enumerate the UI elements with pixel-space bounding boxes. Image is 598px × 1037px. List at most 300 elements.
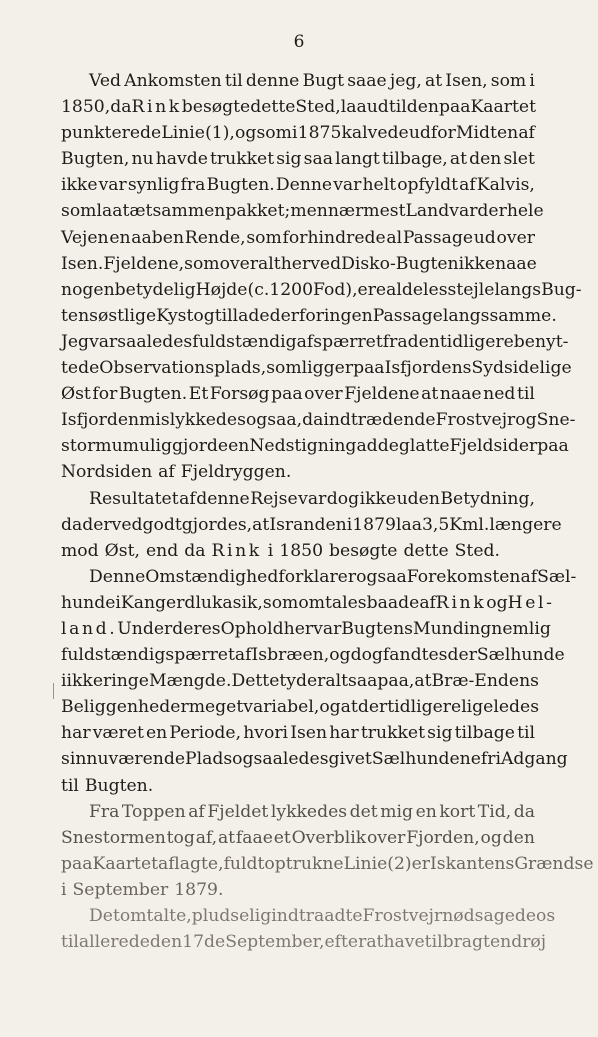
word: Øst, bbox=[104, 540, 140, 561]
word: Bugten. bbox=[118, 384, 188, 405]
text-line bbox=[61, 773, 535, 799]
word: besøgte bbox=[181, 97, 251, 118]
word: glatte bbox=[398, 436, 450, 457]
word: Linie bbox=[343, 853, 388, 874]
word: og bbox=[486, 592, 508, 613]
word: derfor bbox=[269, 305, 324, 326]
text-line bbox=[61, 225, 535, 251]
word: som bbox=[246, 227, 282, 248]
word: trukket bbox=[360, 723, 425, 744]
text-line bbox=[61, 903, 556, 929]
word: Fjeldet bbox=[207, 801, 269, 822]
word: i bbox=[61, 879, 67, 900]
word: Hel- bbox=[507, 592, 555, 613]
word: tilbage, bbox=[381, 149, 448, 170]
word: saaledes bbox=[253, 749, 329, 770]
word: 1200 bbox=[269, 279, 314, 300]
word: givet bbox=[328, 749, 372, 770]
word: betydelig bbox=[114, 279, 196, 300]
word: 1850, bbox=[61, 97, 111, 118]
word: omtales bbox=[298, 592, 367, 613]
word: Passage bbox=[372, 305, 443, 326]
text-line bbox=[61, 564, 577, 590]
word: Isen, bbox=[445, 71, 488, 91]
word: der bbox=[357, 697, 388, 718]
word: ved bbox=[310, 253, 342, 274]
word: Munding bbox=[412, 618, 492, 639]
word: var bbox=[89, 331, 118, 352]
word: den bbox=[406, 97, 439, 118]
word: Fjeldene bbox=[344, 384, 420, 405]
word: af bbox=[188, 801, 205, 822]
word: paa, bbox=[377, 671, 415, 692]
word: da bbox=[110, 97, 132, 118]
word: Tid, bbox=[477, 801, 512, 822]
word: laa bbox=[340, 97, 367, 118]
word: af bbox=[158, 462, 175, 483]
word: ad bbox=[356, 436, 378, 457]
word: Kangerdlukasik, bbox=[120, 592, 263, 613]
word: Isranden bbox=[269, 514, 347, 535]
word: Under bbox=[117, 618, 173, 639]
word: fuldstændig bbox=[192, 331, 297, 352]
word: indtraadte bbox=[271, 906, 363, 926]
text-line bbox=[61, 251, 535, 277]
text-line bbox=[61, 720, 535, 746]
word: og bbox=[515, 410, 537, 431]
word: Isbræen, bbox=[251, 645, 330, 666]
word: som bbox=[184, 253, 220, 274]
word: (1), bbox=[205, 123, 235, 144]
word: paa bbox=[537, 436, 569, 457]
word: været bbox=[92, 723, 144, 744]
word: dette bbox=[403, 540, 449, 561]
word: sin bbox=[61, 749, 87, 770]
word: godtgjordes, bbox=[142, 514, 253, 535]
word: samme. bbox=[489, 305, 557, 326]
word: Sne- bbox=[536, 410, 576, 431]
word: ligeledes bbox=[461, 697, 540, 718]
word: al bbox=[386, 227, 403, 248]
word: Kyst bbox=[156, 305, 194, 326]
text-line bbox=[61, 486, 535, 512]
word: Isen bbox=[290, 723, 328, 744]
word: Rende, bbox=[184, 227, 246, 248]
word: drøj bbox=[511, 932, 547, 953]
word: Fod), bbox=[313, 279, 358, 300]
word: faae bbox=[235, 827, 273, 848]
word: denne bbox=[196, 488, 250, 509]
word: forhindrede bbox=[282, 227, 386, 248]
word: en bbox=[415, 801, 437, 822]
word: tidligere bbox=[439, 331, 514, 352]
word: der bbox=[447, 645, 477, 666]
word: kort bbox=[439, 801, 476, 822]
text-line bbox=[61, 433, 569, 459]
word: og bbox=[235, 123, 257, 144]
word: besøgte bbox=[329, 540, 398, 561]
word: i bbox=[61, 671, 67, 692]
word: fuldstændig bbox=[61, 645, 166, 666]
word: Adgang bbox=[500, 749, 568, 770]
word: som bbox=[266, 358, 302, 379]
word: altsaa bbox=[325, 671, 378, 692]
word: Overblik bbox=[291, 827, 367, 848]
word: derved bbox=[82, 514, 143, 535]
word: nærmest bbox=[327, 201, 406, 222]
word: Bugten, bbox=[61, 149, 130, 170]
word: Vejen bbox=[61, 227, 109, 248]
word: til bbox=[388, 97, 407, 118]
word: langs bbox=[494, 279, 542, 300]
word: ikke bbox=[359, 488, 397, 509]
word: Dette bbox=[231, 671, 280, 692]
text-line bbox=[61, 929, 547, 955]
word: (2) bbox=[387, 853, 412, 874]
word: ned bbox=[483, 384, 516, 405]
word: over bbox=[304, 384, 343, 405]
word: Fjorden, bbox=[406, 827, 480, 848]
text-line bbox=[61, 616, 551, 642]
word: af bbox=[234, 645, 252, 666]
word: aflagte, bbox=[158, 853, 224, 874]
word: Ophold bbox=[220, 618, 284, 639]
word: omtalte, bbox=[119, 906, 192, 926]
word: tæt bbox=[122, 201, 153, 222]
word: 1879 bbox=[352, 514, 396, 535]
word: fandtes bbox=[382, 645, 448, 666]
word: saa bbox=[303, 149, 333, 170]
word: end bbox=[145, 540, 179, 561]
word: Rejse bbox=[250, 488, 298, 509]
word: tillade bbox=[214, 305, 270, 326]
word: Kml. bbox=[449, 514, 490, 535]
word: til bbox=[61, 932, 79, 953]
word: Rink bbox=[211, 540, 262, 561]
word: at bbox=[424, 71, 443, 91]
word: i bbox=[292, 123, 298, 144]
word: mig bbox=[380, 801, 414, 822]
word: Isfjorden bbox=[61, 410, 140, 431]
word: ikke bbox=[458, 253, 496, 274]
word: for bbox=[92, 384, 118, 405]
word: paa bbox=[353, 358, 385, 379]
word: tilbragt bbox=[424, 932, 490, 953]
body-text bbox=[61, 68, 594, 955]
word: paa bbox=[271, 384, 303, 405]
text-line bbox=[61, 68, 535, 94]
word: af bbox=[419, 592, 436, 613]
word: efter bbox=[324, 932, 367, 953]
word: 1879. bbox=[174, 879, 224, 900]
text-line bbox=[61, 825, 535, 851]
word: 17de bbox=[182, 932, 226, 953]
word: Denne bbox=[275, 175, 333, 196]
word: pludselig bbox=[191, 906, 272, 926]
word: ikke bbox=[66, 671, 103, 692]
word: var bbox=[449, 201, 478, 222]
word: nogen bbox=[61, 279, 115, 300]
text-line bbox=[61, 198, 544, 224]
word: har bbox=[329, 723, 359, 744]
word: Ankomsten bbox=[124, 71, 222, 91]
word: ogsaa, bbox=[245, 410, 303, 431]
word: Linie bbox=[161, 123, 205, 144]
text-line bbox=[61, 329, 569, 355]
word: Toppen bbox=[121, 801, 186, 822]
word: og bbox=[329, 645, 351, 666]
word: Bugt bbox=[302, 71, 345, 91]
word: Periode, bbox=[169, 723, 242, 744]
word: Fra bbox=[89, 801, 120, 822]
text-line bbox=[61, 746, 568, 772]
word: og bbox=[193, 305, 215, 326]
word: Bræ-Endens bbox=[431, 671, 539, 692]
word: ud bbox=[366, 97, 389, 118]
word: dette bbox=[250, 97, 296, 118]
word: ingen bbox=[323, 305, 373, 326]
word: lige bbox=[539, 358, 572, 379]
word: Plads bbox=[185, 749, 233, 770]
word: hele bbox=[506, 201, 544, 222]
word: Isen. bbox=[61, 253, 104, 274]
word: da bbox=[302, 410, 324, 431]
word: laa bbox=[395, 514, 422, 535]
word: ud bbox=[473, 227, 496, 248]
word: en bbox=[489, 932, 512, 953]
word: Jeg bbox=[61, 331, 90, 352]
word: nødsagede bbox=[442, 906, 537, 926]
word: de bbox=[377, 436, 399, 457]
word: Midten bbox=[455, 123, 519, 144]
word: Sydside bbox=[471, 358, 540, 379]
word: punkterede bbox=[61, 123, 162, 144]
word: saae bbox=[347, 71, 387, 91]
word: til bbox=[517, 723, 535, 744]
word: den bbox=[469, 149, 502, 170]
word: denne bbox=[245, 71, 300, 91]
word: ogsaa bbox=[356, 566, 407, 587]
word: Nedstigning bbox=[249, 436, 357, 457]
word: Nordsiden bbox=[61, 462, 153, 483]
word: at bbox=[252, 514, 270, 535]
word: nuværende bbox=[86, 749, 186, 770]
word: Bugtens bbox=[341, 618, 413, 639]
word: at bbox=[340, 697, 358, 718]
word: et bbox=[273, 827, 291, 848]
word: trukket bbox=[210, 149, 275, 170]
word: dog bbox=[326, 488, 360, 509]
word: og bbox=[480, 827, 502, 848]
word: kalvede bbox=[341, 123, 409, 144]
text-line bbox=[61, 381, 535, 407]
word: indtrædende bbox=[323, 410, 436, 431]
word: her bbox=[283, 618, 314, 639]
word: Fjeldsider bbox=[449, 436, 538, 457]
word: tilbage bbox=[454, 723, 515, 744]
word: Ved bbox=[89, 71, 122, 91]
word: nemlig bbox=[491, 618, 551, 639]
word: naae bbox=[495, 253, 537, 274]
word: sig bbox=[276, 149, 302, 170]
word: som bbox=[262, 592, 299, 613]
word: tog bbox=[166, 827, 195, 848]
word: østlige bbox=[97, 305, 157, 326]
word: Isfjordens bbox=[384, 358, 472, 379]
word: Passage bbox=[402, 227, 473, 248]
word: Sæl- bbox=[537, 566, 577, 587]
word: af bbox=[520, 566, 538, 587]
word: langs bbox=[442, 305, 490, 326]
text-line bbox=[61, 538, 535, 564]
word: sammenpakket; bbox=[152, 201, 291, 222]
word: en bbox=[109, 227, 131, 248]
text-line bbox=[61, 877, 535, 903]
word: saaledes bbox=[117, 331, 193, 352]
word: har bbox=[61, 723, 91, 744]
word: synlig bbox=[127, 175, 180, 196]
text-line bbox=[61, 590, 555, 616]
word: Denne bbox=[89, 566, 146, 587]
word: laa bbox=[96, 201, 123, 222]
word: af, bbox=[195, 827, 218, 848]
word: Disko-Bugten bbox=[341, 253, 459, 274]
word: af bbox=[459, 175, 476, 196]
word: spærret bbox=[165, 645, 235, 666]
word: Frostvejr bbox=[435, 410, 516, 431]
word: Beliggenhed bbox=[61, 697, 171, 718]
word: Øst bbox=[61, 384, 91, 405]
word: Et bbox=[188, 384, 209, 405]
word: den bbox=[149, 932, 183, 953]
word: slet bbox=[503, 149, 535, 170]
word: Omstændighed bbox=[145, 566, 279, 587]
word: uden bbox=[396, 488, 440, 509]
word: baade bbox=[366, 592, 420, 613]
word: Kaartet bbox=[92, 853, 159, 874]
word: til bbox=[61, 775, 79, 796]
word: var bbox=[98, 175, 127, 196]
word: aldeles bbox=[386, 279, 448, 300]
word: der bbox=[477, 201, 507, 222]
word: var bbox=[298, 488, 327, 509]
word: Bugten. bbox=[84, 775, 154, 796]
word: her bbox=[280, 253, 311, 274]
word: nu bbox=[131, 149, 154, 170]
word: Fjeldryggen. bbox=[180, 462, 292, 483]
word: umuliggjorde bbox=[111, 436, 229, 457]
word: storm bbox=[61, 436, 112, 457]
word: og bbox=[232, 749, 254, 770]
word: Bug- bbox=[541, 279, 582, 300]
word: at bbox=[449, 149, 467, 170]
word: af bbox=[518, 123, 535, 144]
word: da bbox=[513, 801, 535, 822]
word: Højde bbox=[195, 279, 248, 300]
word: i bbox=[115, 592, 121, 613]
margin-mark bbox=[53, 683, 54, 699]
text-line bbox=[61, 407, 576, 433]
word: ringe bbox=[103, 671, 149, 692]
word: September bbox=[72, 879, 169, 900]
word: til bbox=[224, 71, 243, 91]
word: den bbox=[407, 331, 440, 352]
page-number: 6 bbox=[293, 32, 305, 52]
word: optrukne bbox=[264, 853, 344, 874]
word: fri bbox=[480, 749, 501, 770]
word: Forsøg bbox=[209, 384, 270, 405]
word: den bbox=[502, 827, 535, 848]
text-line bbox=[61, 277, 582, 303]
word: 3,5 bbox=[421, 514, 450, 535]
word: fuldt bbox=[223, 853, 265, 874]
word: i bbox=[346, 514, 353, 535]
text-line bbox=[61, 851, 594, 877]
word: Sælhundene bbox=[371, 749, 481, 770]
word: ere bbox=[357, 279, 387, 300]
word: at bbox=[414, 671, 432, 692]
word: er bbox=[170, 697, 189, 718]
word: af bbox=[179, 488, 196, 509]
word: mislykkedes bbox=[139, 410, 246, 431]
word: det bbox=[349, 801, 378, 822]
text-line bbox=[61, 642, 565, 668]
word: naae bbox=[439, 384, 482, 405]
word: i bbox=[267, 540, 274, 561]
word: have bbox=[383, 932, 425, 953]
word: ligger bbox=[301, 358, 354, 379]
text-line bbox=[61, 146, 535, 172]
word: Mængde. bbox=[148, 671, 232, 692]
word: meget bbox=[188, 697, 244, 718]
word: og bbox=[319, 697, 341, 718]
word: Fjeldene, bbox=[103, 253, 185, 274]
word: afspærret bbox=[296, 331, 383, 352]
word: en bbox=[228, 436, 250, 457]
word: Resultatet bbox=[89, 488, 179, 509]
word: paa bbox=[61, 853, 93, 874]
word: benyt- bbox=[513, 331, 569, 352]
word: Observationsplads, bbox=[99, 358, 267, 379]
word: tens bbox=[61, 305, 98, 326]
word: tidligere bbox=[387, 697, 462, 718]
word: Betydning, bbox=[440, 488, 535, 509]
word: Bugten. bbox=[206, 175, 275, 196]
word: som bbox=[490, 71, 527, 91]
word: til bbox=[516, 384, 535, 405]
text-line bbox=[61, 355, 572, 381]
word: Sælhunde bbox=[476, 645, 565, 666]
word: land. bbox=[61, 618, 118, 639]
word: allerede bbox=[78, 932, 150, 953]
word: deres bbox=[172, 618, 221, 639]
word: fra bbox=[180, 175, 206, 196]
text-line bbox=[61, 172, 535, 198]
word: Grændse bbox=[514, 853, 594, 874]
word: som bbox=[61, 201, 97, 222]
word: sig bbox=[427, 723, 453, 744]
word: over bbox=[496, 227, 535, 248]
word: (c. bbox=[247, 279, 270, 300]
text-line bbox=[61, 799, 535, 825]
word: at bbox=[217, 827, 236, 848]
text-line bbox=[61, 459, 535, 485]
word: overalt bbox=[219, 253, 281, 274]
word: en bbox=[146, 723, 168, 744]
word: forklarer bbox=[278, 566, 357, 587]
word: langt bbox=[335, 149, 380, 170]
text-line bbox=[61, 303, 557, 329]
